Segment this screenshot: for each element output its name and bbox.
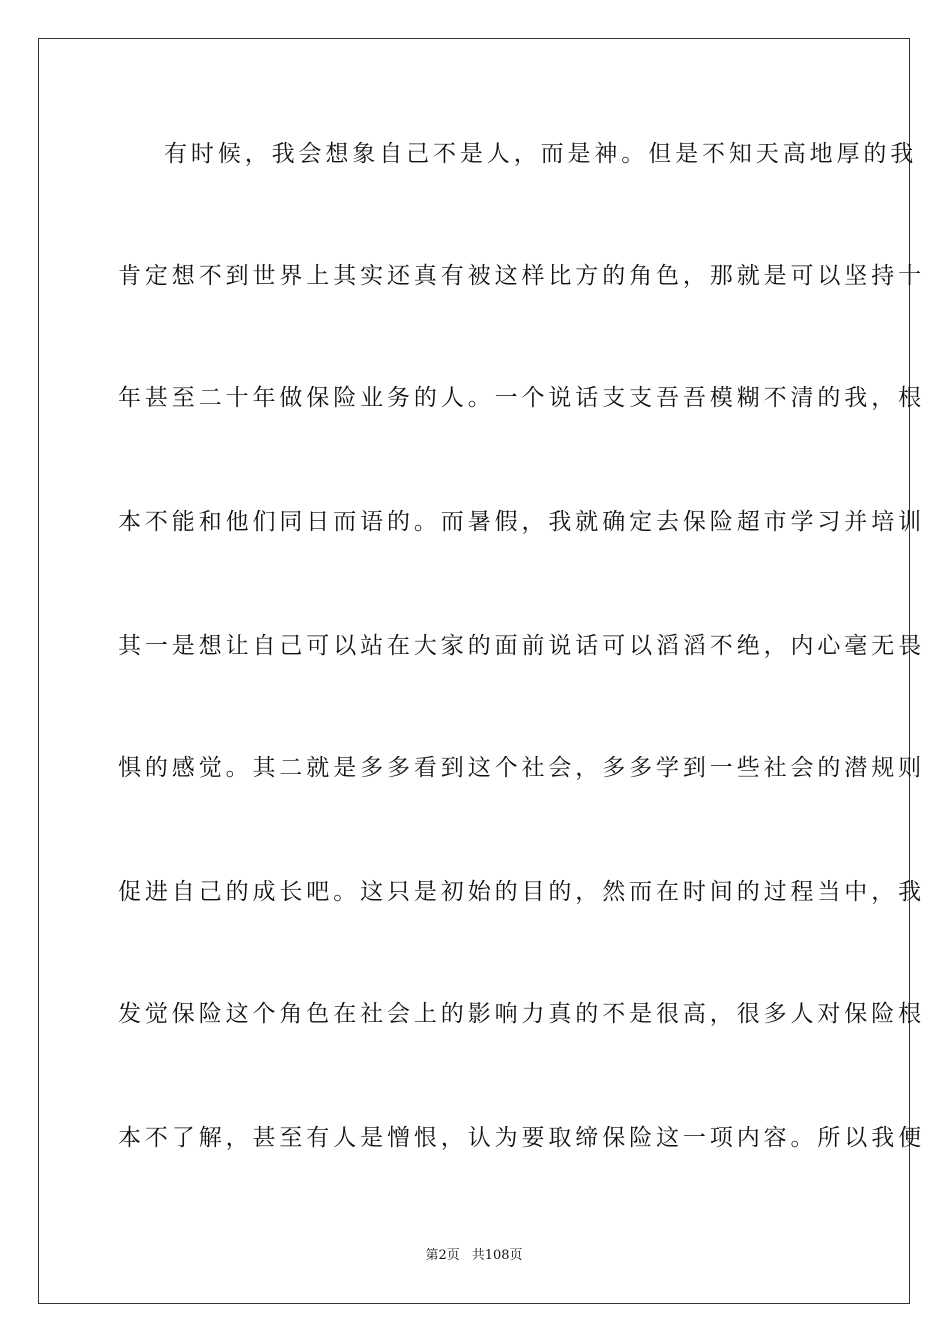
page-footer [39, 1247, 909, 1265]
paragraph-line-7: 促进自己的成长吧。这只是初始的目的，然而在时间的过程当中，我 [118, 879, 925, 905]
paragraph-line-3: 年甚至二十年做保险业务的人。一个说话支支吾吾模糊不清的我，根 [118, 385, 925, 411]
document-page [38, 38, 925, 1304]
paragraph-line-5: 其一是想让自己可以站在大家的面前说话可以滔滔不绝，内心毫无畏 [118, 633, 925, 659]
paragraph-line-1: 有时候，我会想象自己不是人，而是神。但是不知天高地厚的我 [164, 141, 918, 167]
paragraph-line-4: 本不能和他们同日而语的。而暑假，我就确定去保险超市学习并培训 [118, 509, 925, 535]
page-number: 第2页 [425, 1248, 460, 1263]
paragraph-line-8: 发觉保险这个角色在社会上的影响力真的不是很高，很多人对保险根 [118, 1001, 925, 1027]
total-pages: 共108页 [471, 1248, 523, 1263]
paragraph-line-2: 肯定想不到世界上其实还真有被这样比方的角色，那就是可以坚持十 [118, 263, 925, 289]
paragraph-line-6: 惧的感觉。其二就是多多看到这个社会，多多学到一些社会的潜规则 [118, 755, 925, 781]
paragraph-line-9: 本不了解，甚至有人是憎恨，认为要取缔保险这一项内容。所以我便 [118, 1125, 925, 1151]
